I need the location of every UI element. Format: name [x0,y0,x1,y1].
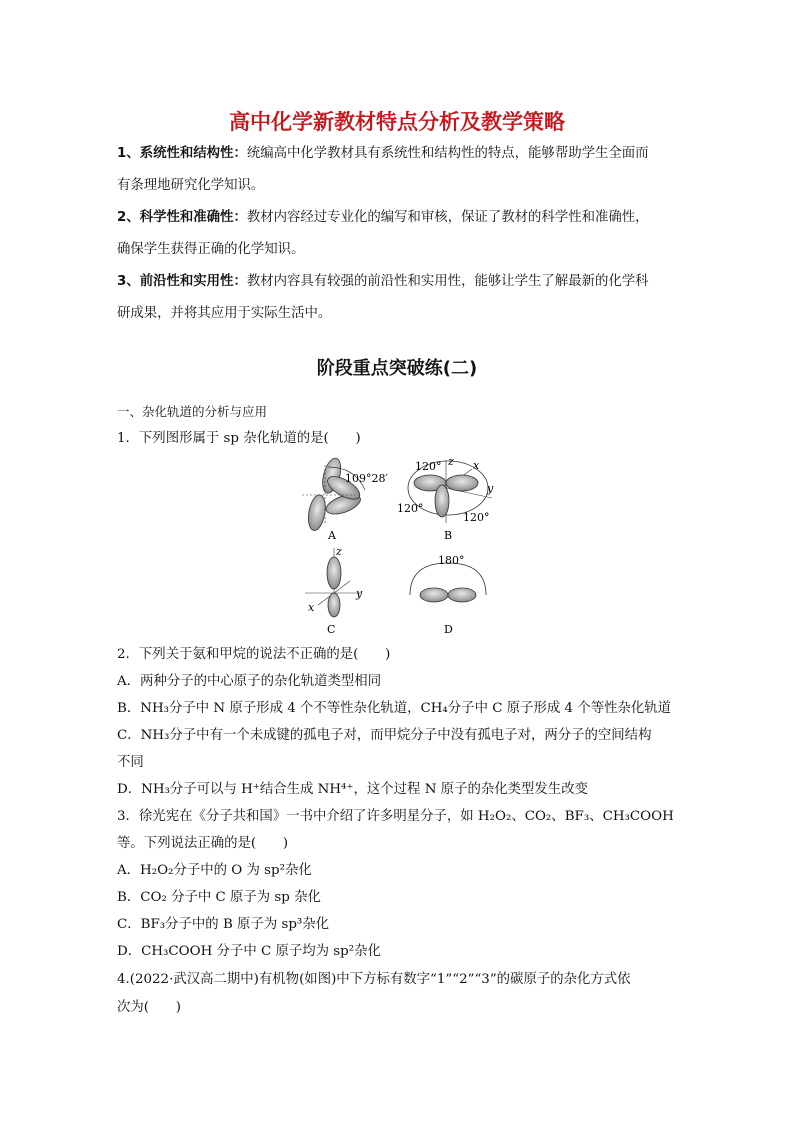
figure-c [305,545,363,636]
point-2-head: 2、科学性和准确性： [117,210,247,225]
point-3-cont: 研成果，并将其应用于实际生活中。 [117,306,332,321]
q3-option-b: B．CO₂ 分子中 C 原子为 sp 杂化 [117,890,321,905]
figure-c-axis-z: z [336,545,342,558]
point-3 [117,274,687,290]
figure-b-label: B [444,529,453,542]
point-2 [117,210,687,226]
point-3-body: 教材内容具有较强的前沿性和实用性，能够让学生了解最新的化学科 [246,274,649,289]
figure-c-label: C [327,623,336,636]
figure-c-axis-x: x [308,601,315,614]
point-2-body: 教材内容经过专业化的编写和审核，保证了教材的科学性和准确性， [246,210,649,225]
figure-a-angle: 109°28′ [345,472,388,485]
q4-stem: 4.(2022·武汉高二期中)有机物(如图)中下方标有数字“1”“2”“3”的碳原子的杂化方式依 [117,972,631,987]
section-title: 阶段重点突破练(二) [316,358,478,379]
figure-d-label: D [444,623,453,636]
figure-b-axis-z: z [448,455,454,468]
point-3-head: 3、前沿性和实用性： [117,274,247,289]
q3-option-c: C．BF₃分子中的 B 原子为 sp³杂化 [117,917,330,932]
orbital-figure [280,455,520,640]
figure-a-sp3 [302,456,388,542]
q3-stem-cont: 等。下列说法正确的是( ) [117,836,289,851]
figure-b-axis-x: x [473,459,480,472]
figure-d-sp [410,554,486,636]
q3-option-a: A．H₂O₂分子中的 O 为 sp²杂化 [117,863,312,878]
figure-d-angle: 180° [438,554,465,567]
q2-option-a: A．两种分子的中心原子的杂化轨道类型相同 [117,674,382,689]
q4-stem-cont: 次为( ) [117,1000,182,1015]
figure-b-sp2 [397,455,494,542]
q3-stem: 3．徐光宪在《分子共和国》一书中介绍了许多明星分子，如 H₂O₂、CO₂、BF₃、CH₃COOH [117,809,674,824]
point-1-cont: 有条理地研究化学知识。 [117,178,265,193]
subheading: 一、杂化轨道的分析与应用 [117,404,268,419]
q2-option-b: B．NH₃分子中 N 原子形成 4 个不等性杂化轨道，CH₄分子中 C 原子形成 4 个等性杂化轨道 [117,701,672,716]
point-1-head: 1、系统性和结构性： [117,146,247,161]
point-2-cont: 确保学生获得正确的化学知识。 [117,242,305,257]
figure-b-angle-2: 120° [397,502,424,515]
point-1 [117,146,687,162]
figure-a-label: A [328,529,336,542]
q1-stem: 1．下列图形属于 sp 杂化轨道的是( ) [117,431,361,446]
figure-b-angle-1: 120° [415,460,442,473]
q2-option-c-cont: 不同 [117,755,144,770]
figure-b-axis-y: y [487,482,494,495]
q2-stem: 2．下列关于氨和甲烷的说法不正确的是( ) [117,647,391,662]
document-title: 高中化学新教材特点分析及教学策略 [229,110,565,134]
figure-c-axis-y: y [356,587,363,600]
point-1-body: 统编高中化学教材具有系统性和结构性的特点，能够帮助学生全面而 [246,146,649,161]
figure-b-angle-3: 120° [463,511,490,524]
q3-option-d: D．CH₃COOH 分子中 C 原子均为 sp²杂化 [117,944,381,959]
q2-option-c: C．NH₃分子中有一个未成键的孤电子对，而甲烷分子中没有孤电子对，两分子的空间结构 [117,728,652,743]
q2-option-d: D．NH₃分子可以与 H⁺结合生成 NH⁴⁺，这个过程 N 原子的杂化类型发生改变 [117,782,588,797]
